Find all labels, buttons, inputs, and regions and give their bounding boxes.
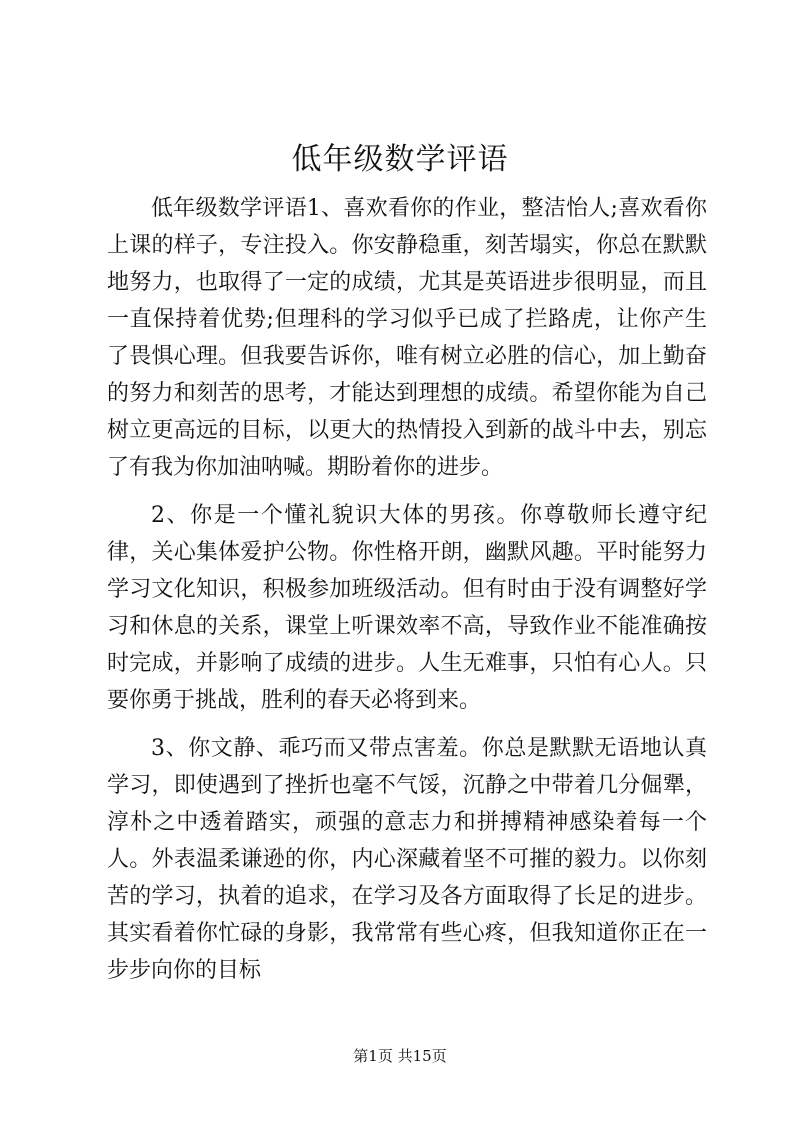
- paragraph-3: 3、你文静、乖巧而又带点害羞。你总是默默无语地认真学习，即使遇到了挫折也毫不气馁，沉静之中带着几分倔犟，淳朴之中透着踏实，顽强的意志力和拼搏精神感染着每一个人。外表温柔谦逊的你，内心深藏着坚不可摧的毅力。以你刻苦的学习，执着的追求，在学习及各方面取得了长足的进步。其实看着你忙碌的身影，我常常有些心疼，但我知道你正在一步步向你的目标: [107, 736, 707, 983]
- document-title: 低年级数学评语: [291, 142, 509, 177]
- document-body: [107, 190, 707, 1000]
- paragraph-2: 2、你是一个懂礼貌识大体的男孩。你尊敬师长遵守纪律，关心集体爱护公物。你性格开朗，幽默风趣。平时能努力学习文化知识，积极参加班级活动。但有时由于没有调整好学习和休息的关系，课堂上听课效率不高，导致作业不能准确按时完成，并影响了成绩的进步。人生无难事，只怕有心人。只要你勇于挑战，胜利的春天必将到来。: [107, 503, 707, 713]
- page-number-footer: 第1页 共15页: [353, 1047, 447, 1065]
- paragraph-1: 低年级数学评语1、喜欢看你的作业，整洁怡人;喜欢看你上课的样子，专注投入。你安静稳重，刻苦塌实，你总在默默地努力，也取得了一定的成绩，尤其是英语进步很明显，而且一直保持着优势;但理科的学习似乎已成了拦路虎，让你产生了畏惧心理。但我要告诉你，唯有树立必胜的信心，加上勤奋的努力和刻苦的思考，才能达到理想的成绩。希望你能为自己树立更高远的目标，以更大的热情投入到新的战斗中去，别忘了有我为你加油呐喊。期盼着你的进步。: [107, 196, 707, 480]
